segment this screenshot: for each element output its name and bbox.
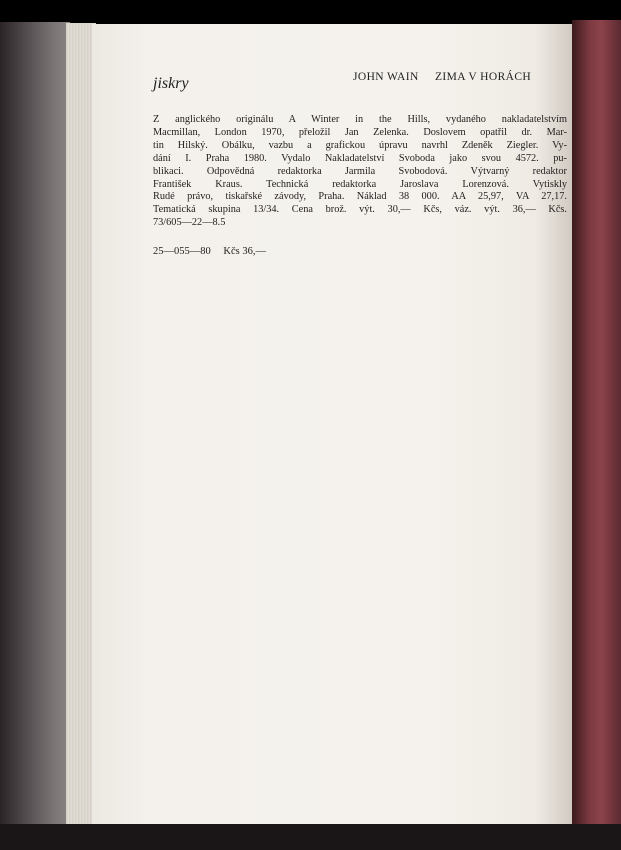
imprint-line: František Kraus. Technická redaktorka Jaroslava Lorenzová. Vytiskly xyxy=(153,178,567,190)
running-header xyxy=(353,71,565,83)
imprint-line: blikaci. Odpovědná redaktorka Jarmila Svobodová. Výtvarný redaktor xyxy=(153,165,567,177)
imprint-line: Tematická skupina 13/34. Cena brož. výt. 30,— Kčs, váz. výt. 36,— Kčs. xyxy=(153,204,567,216)
imprint-line: tin Hilský. Obálku, vazbu a grafickou úpravu navrhl Zdeněk Ziegler. Vy- xyxy=(153,139,567,151)
series-name: jiskry xyxy=(153,75,189,92)
author-name: JOHN WAIN xyxy=(353,71,419,83)
book-spine xyxy=(572,20,621,828)
top-background xyxy=(0,0,621,24)
imprint-line: Rudé právo, tiskařské závody, Praha. Náklad 38 000. AA 25,97, VA 27,17. xyxy=(153,191,567,203)
bottom-background xyxy=(0,824,621,850)
imprint-block xyxy=(153,114,567,230)
catalog-code: 25—055—80 xyxy=(153,246,211,257)
imprint-line: Z anglického originálu A Winter in the Hills, vydaného nakladatelstvím xyxy=(153,114,567,125)
price-amount: Kčs 36,— xyxy=(223,246,266,257)
book-title: ZIMA V HORÁCH xyxy=(434,71,532,83)
imprint-line: Macmillan, London 1970, přeložil Jan Zelenka. Doslovem opatřil dr. Mar- xyxy=(153,126,567,138)
price-line xyxy=(153,246,276,257)
imprint-line: 73/605—22—8.5 xyxy=(153,217,226,229)
imprint-line: dání I. Praha 1980. Vydalo Nakladatelství Svoboda jako svou 4572. pu- xyxy=(153,152,567,164)
book-cover-left xyxy=(0,22,70,827)
